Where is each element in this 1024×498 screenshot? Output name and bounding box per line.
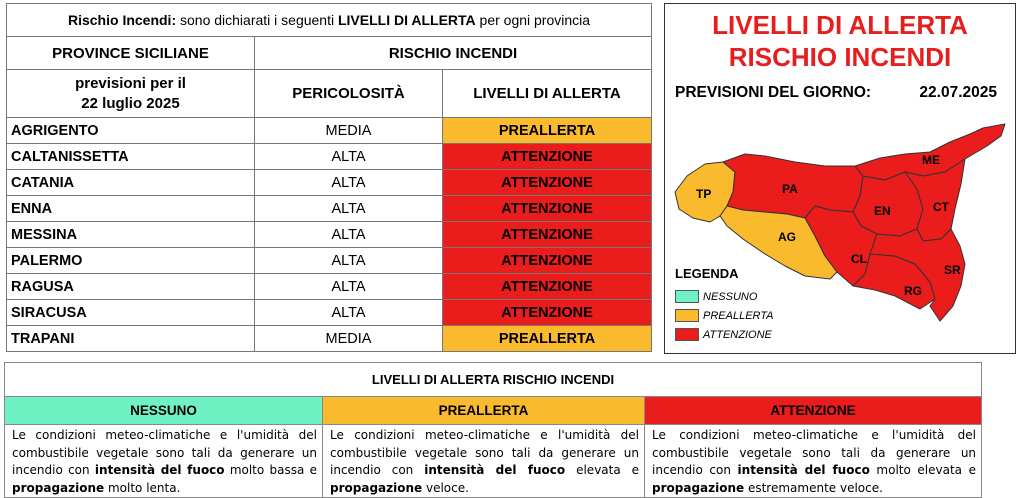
alert-level: PREALLERTA — [443, 326, 652, 352]
province-me — [855, 124, 1005, 180]
province-name: CALTANISSETTA — [7, 144, 255, 170]
forecast-line-2: 22 luglio 2025 — [81, 94, 180, 112]
fire-intensity-term: intensità del fuoco — [737, 463, 870, 477]
legend-swatch — [675, 309, 699, 322]
danger-value: MEDIA — [255, 118, 443, 144]
map-legend — [675, 266, 774, 344]
forecast-label: PREVISIONI DEL GIORNO: — [675, 84, 872, 101]
map-label-sr: SR — [944, 263, 961, 277]
legend-label: NESSUNO — [703, 290, 758, 303]
legend-item — [675, 287, 774, 306]
levels-table-title: LIVELLI DI ALLERTA RISCHIO INCENDI — [5, 363, 982, 397]
map-label-tp: TP — [696, 187, 712, 201]
table-row — [7, 196, 652, 222]
forecast-date-cell — [7, 70, 255, 118]
table-row — [7, 326, 652, 352]
description-text: Le condizioni meteo-climatiche e l'umidità del combustibile vegetale sono tali da generare un incendio con — [330, 428, 639, 477]
alert-level: ATTENZIONE — [443, 222, 652, 248]
province-table — [6, 3, 652, 352]
legend-swatch — [675, 290, 699, 303]
table-row — [7, 222, 652, 248]
danger-value: ALTA — [255, 248, 443, 274]
province-name: TRAPANI — [7, 326, 255, 352]
province-name: CATANIA — [7, 170, 255, 196]
level-description-attenzione — [645, 425, 982, 498]
map-label-en: EN — [874, 204, 891, 218]
danger-value: ALTA — [255, 300, 443, 326]
danger-value: ALTA — [255, 196, 443, 222]
intensity-tail: molto elevata e — [869, 463, 977, 477]
legend-label: ATTENZIONE — [703, 328, 772, 341]
table-row — [7, 274, 652, 300]
intro-line — [7, 4, 652, 37]
danger-value: ALTA — [255, 222, 443, 248]
legend-title: LEGENDA — [675, 266, 739, 281]
fire-intensity-term: intensità del fuoco — [94, 463, 225, 477]
map-label-me: ME — [922, 153, 940, 167]
danger-value: ALTA — [255, 274, 443, 300]
province-name: ENNA — [7, 196, 255, 222]
propagation-tail: estremamente veloce. — [744, 480, 883, 495]
province-name: MESSINA — [7, 222, 255, 248]
table-row — [7, 170, 652, 196]
table-row — [7, 144, 652, 170]
description-text: Le condizioni meteo-climatiche e l'umidità del combustibile vegetale sono tali da generare un incendio con — [12, 428, 317, 477]
province-name: SIRACUSA — [7, 300, 255, 326]
level-description-nessuno — [5, 425, 323, 498]
intro-text-a: sono dichiarati i seguenti — [176, 12, 338, 28]
col-level-header: LIVELLI DI ALLERTA — [443, 70, 652, 118]
map-label-cl: CL — [851, 252, 867, 266]
alert-level: ATTENZIONE — [443, 196, 652, 222]
level-header-preallerta: PREALLERTA — [323, 397, 645, 425]
level-header-nessuno: NESSUNO — [5, 397, 323, 425]
danger-value: ALTA — [255, 144, 443, 170]
forecast-date: 22.07.2025 — [919, 84, 997, 101]
col-province-header: PROVINCE SICILIANE — [7, 37, 255, 70]
legend-label: PREALLERTA — [703, 309, 774, 322]
intro-levels-word: LIVELLI DI ALLERTA — [337, 12, 476, 28]
alert-level: ATTENZIONE — [443, 248, 652, 274]
propagation-term: propagazione — [12, 480, 105, 495]
intensity-tail: elevata e — [565, 463, 640, 477]
panel-title-1: LIVELLI DI ALLERTA — [712, 10, 968, 40]
col-risk-header: RISCHIO INCENDI — [255, 37, 652, 70]
col-danger-header: PERICOLOSITÀ — [255, 70, 443, 118]
province-name: RAGUSA — [7, 274, 255, 300]
alert-map-panel — [664, 3, 1016, 354]
map-label-ag: AG — [778, 230, 796, 244]
map-label-ct: CT — [933, 200, 949, 214]
panel-title-2: RISCHIO INCENDI — [728, 42, 952, 72]
alert-level: ATTENZIONE — [443, 300, 652, 326]
description-text: Le condizioni meteo-climatiche e l'umidità del combustibile vegetale sono tali da generare un incendio con — [652, 428, 977, 477]
level-header-attenzione: ATTENZIONE — [645, 397, 982, 425]
legend-item — [675, 306, 774, 325]
province-name: PALERMO — [7, 248, 255, 274]
propagation-term: propagazione — [330, 480, 423, 495]
intro-text-b: per ogni provincia — [475, 12, 591, 28]
danger-value: MEDIA — [255, 326, 443, 352]
propagation-tail: veloce. — [422, 480, 469, 495]
province-name: AGRIGENTO — [7, 118, 255, 144]
propagation-tail: molto lenta. — [104, 480, 181, 495]
propagation-term: propagazione — [652, 480, 745, 495]
alert-levels-table — [4, 362, 982, 498]
alert-level: ATTENZIONE — [443, 274, 652, 300]
level-description-preallerta — [323, 425, 645, 498]
legend-item — [675, 325, 774, 344]
alert-level: ATTENZIONE — [443, 170, 652, 196]
intro-label: Rischio Incendi: — [67, 12, 177, 28]
intensity-tail: molto bassa e — [224, 463, 317, 477]
fire-intensity-term: intensità del fuoco — [424, 463, 566, 477]
forecast-line-1: previsioni per il — [75, 74, 186, 92]
legend-swatch — [675, 328, 699, 341]
table-row — [7, 118, 652, 144]
table-row — [7, 248, 652, 274]
table-row — [7, 300, 652, 326]
map-label-rg: RG — [904, 284, 922, 298]
alert-level: PREALLERTA — [443, 118, 652, 144]
alert-level: ATTENZIONE — [443, 144, 652, 170]
danger-value: ALTA — [255, 170, 443, 196]
map-label-pa: PA — [782, 182, 798, 196]
